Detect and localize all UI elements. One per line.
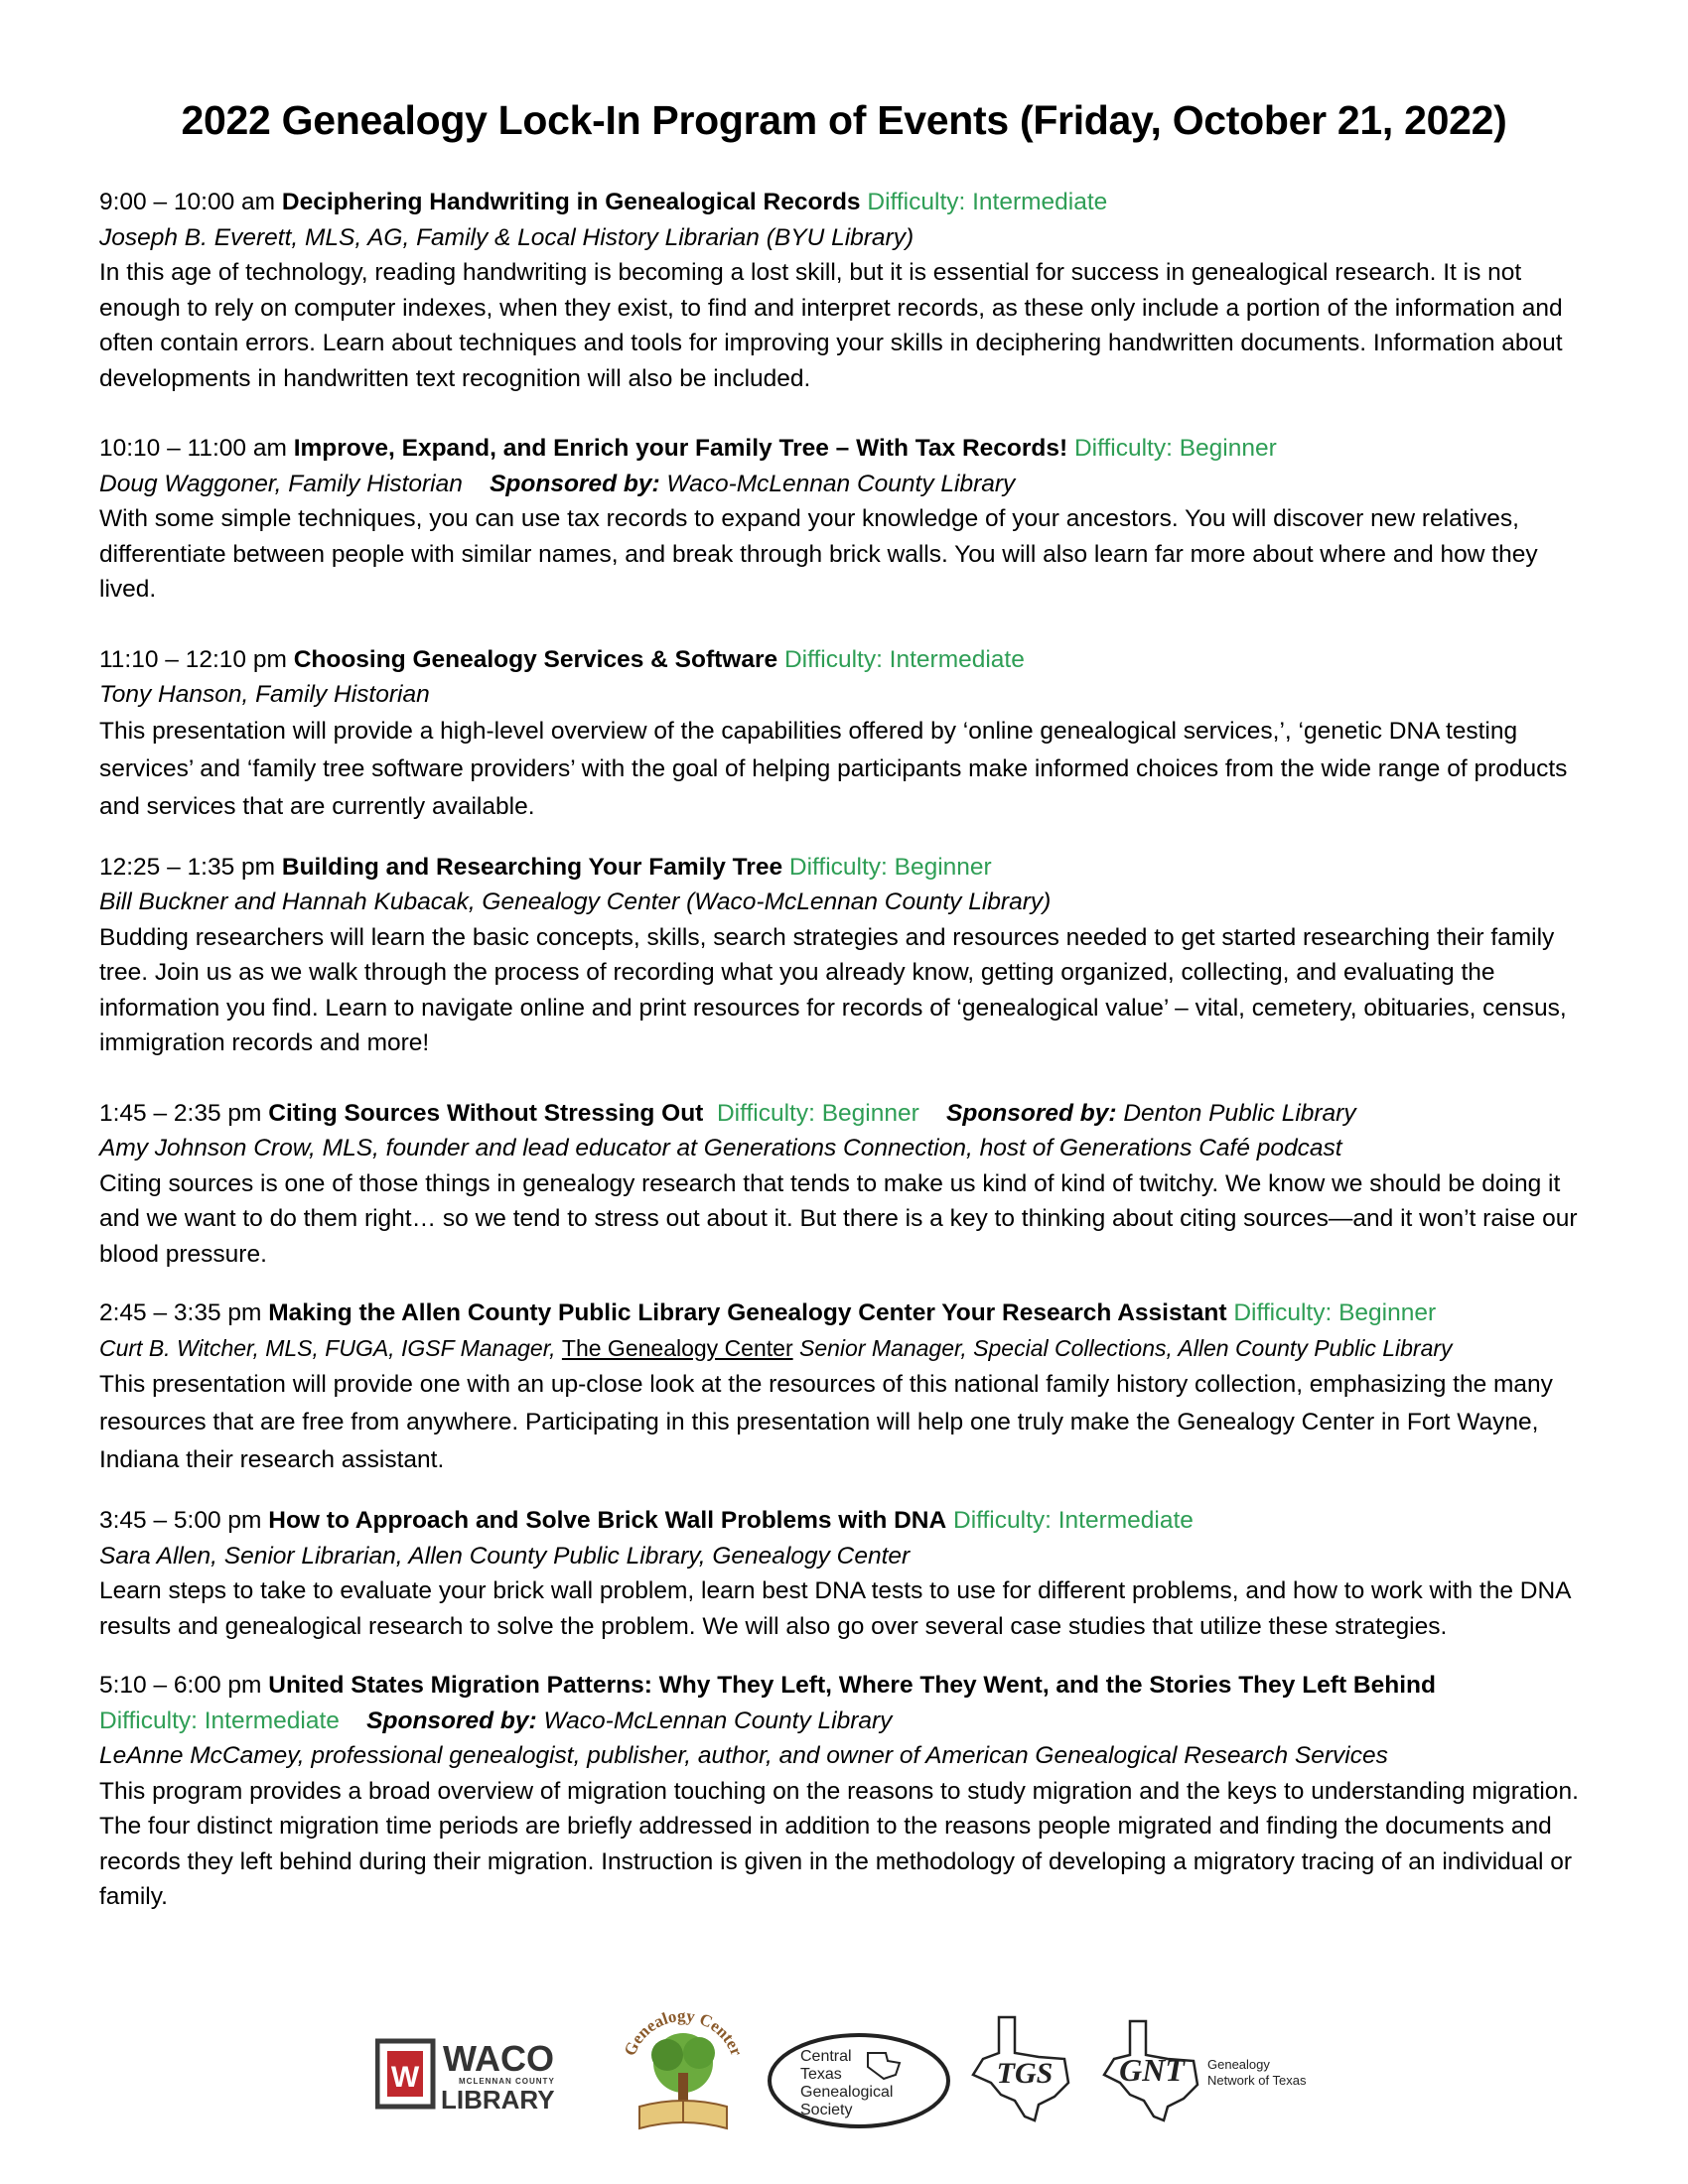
difficulty-label: Difficulty: Beginner: [788, 853, 992, 881]
session-5: [99, 1096, 1599, 1273]
difficulty-label: Difficulty: Intermediate: [99, 1706, 340, 1734]
sponsor-name: Waco-McLennan County Library: [543, 1706, 893, 1734]
difficulty-sponsor-line: [99, 1704, 1599, 1739]
session-heading: [99, 642, 1599, 678]
session-description: With some simple techniques, you can use tax records to expand your knowledge of your ancestors. You will discover new relatives, differentiate between people with similar names, and break through brick walls. You will also learn far more about where and how they lived.: [99, 505, 1538, 603]
waco-main-text: WACO: [443, 2038, 554, 2079]
session-description: This presentation will provide one with an up-close look at the resources of this national family history collection, emphasizing the many resources that are free from anywhere. Participating in this presentation will help one truly make the Genealogy Center in Fort Wayne, Indiana their research assistant.: [99, 1371, 1553, 1473]
session-title: Building and Researching Your Family Tree: [281, 853, 783, 881]
tgs-text: TGS: [996, 2057, 1054, 2090]
session-heading: [99, 850, 1599, 886]
session-description: In this age of technology, reading handwriting is becoming a lost skill, but it is essential for success in genealogical research. It is not enough to rely on computer indexes, when they exist, to find and interpret records, as these only include a portion of the information and often contain errors. Learn about techniques and tools for improving your skills in deciphering handwritten documents. Information about developments in handwritten text recognition will also be included.: [99, 259, 1563, 392]
session-time: 9:00 – 10:00 am: [99, 189, 276, 215]
waco-mark-text: W: [390, 2061, 420, 2094]
page-title: 2022 Genealogy Lock-In Program of Events (Friday, October 21, 2022): [181, 97, 1507, 143]
waco-sub-text: MCLENNAN COUNTY: [459, 2077, 555, 2086]
gnt-mark-text: GNT: [1119, 2052, 1185, 2088]
sponsored-by-label: Sponsored by:: [366, 1706, 537, 1734]
speaker-line: [99, 1331, 1599, 1367]
session-7: [99, 1503, 1599, 1644]
difficulty-label: Difficulty: Beginner: [716, 1099, 919, 1127]
genealogy-center-link[interactable]: The Genealogy Center: [561, 1334, 793, 1361]
ctgs-line-2: Texas: [800, 2066, 842, 2083]
gnt-logo: [1102, 2015, 1321, 2124]
speaker-line: LeAnne McCamey, professional genealogist, publisher, author, and owner of American Genealogical Research Services: [99, 1742, 1388, 1769]
session-heading: [99, 1668, 1599, 1704]
session-time: 12:25 – 1:35 pm: [99, 853, 276, 881]
waco-lib-text: LIBRARY: [441, 2085, 555, 2113]
ctgs-line-3: Genealogical: [800, 2084, 894, 2101]
session-time: 2:45 – 3:35 pm: [99, 1299, 262, 1326]
speaker-name: Curt B. Witcher, MLS, FUGA, IGSF Manager,: [99, 1334, 556, 1361]
session-title: United States Migration Patterns: Why They Left, Where They Went, and the Stories They Left Behind: [268, 1672, 1436, 1699]
session-heading: [99, 1096, 1599, 1132]
session-time: 3:45 – 5:00 pm: [99, 1507, 262, 1534]
speaker-role: Senior Manager, Special Collections, Allen County Public Library: [799, 1334, 1453, 1361]
program-list: [99, 185, 1599, 1950]
session-title: Deciphering Handwriting in Genealogical Records: [281, 189, 861, 215]
session-heading: [99, 431, 1599, 467]
speaker-line: [99, 467, 1599, 502]
speaker-name: Doug Waggoner, Family Historian: [99, 470, 463, 497]
session-8: [99, 1668, 1599, 1915]
session-description: This presentation will provide a high-level overview of the capabilities offered by ‘online genealogical services,’, ‘genetic DNA testing services’ and ‘family tree software providers’ with the goal of helping participants make informed choices from the wide range of products and services that are currently available.: [99, 717, 1568, 820]
session-3: [99, 642, 1599, 826]
gnt-line-2: Network of Texas: [1207, 2073, 1307, 2088]
sponsor-name: Waco-McLennan County Library: [666, 470, 1016, 497]
ctgs-oval-icon: [765, 2031, 953, 2130]
difficulty-label: Difficulty: Beginner: [1073, 435, 1277, 462]
tgs-texas-icon: [969, 2013, 1078, 2124]
session-6: [99, 1296, 1599, 1479]
difficulty-label: Difficulty: Intermediate: [953, 1507, 1194, 1534]
speaker-line: Tony Hanson, Family Historian: [99, 681, 430, 708]
sponsor-name: Denton Public Library: [1123, 1099, 1356, 1127]
session-description: This program provides a broad overview of migration touching on the reasons to study migration and the keys to understanding migration. The four distinct migration time periods are briefly addressed in addition to the reasons people migrated and finding the documents and records they left behind during their migration. Instruction is given in the methodology of developing a migratory tracing of an individual or family.: [99, 1777, 1579, 1910]
session-description: Budding researchers will learn the basic concepts, skills, search strategies and resources needed to get started researching their family tree. Join us as we walk through the process of recording what you already know, getting organized, collecting, and evaluating the information you find. Learn to navigate online and print resources for records of ‘genealogical value’ – vital, cemetery, obituaries, census, immigration records and more!: [99, 923, 1567, 1056]
difficulty-label: Difficulty: Beginner: [1233, 1299, 1437, 1326]
speaker-line: Joseph B. Everett, MLS, AG, Family & Local History Librarian (BYU Library): [99, 223, 914, 251]
ctgs-line-4: Society: [800, 2102, 853, 2118]
tree-book-icon: [620, 2003, 747, 2136]
session-2: [99, 431, 1599, 608]
session-title: Improve, Expand, and Enrich your Family Tree – With Tax Records!: [293, 435, 1068, 462]
session-description: Citing sources is one of those things in genealogy research that tends to make us kind of kind of twitchy. We know we should be doing it and we want to do them right… so we tend to stress out about it. But there is a key to thinking about citing sources—and it won’t raise our blood pressure.: [99, 1169, 1578, 1268]
difficulty-label: Difficulty: Intermediate: [783, 645, 1025, 673]
difficulty-label: Difficulty: Intermediate: [867, 189, 1108, 215]
sponsored-by-label: Sponsored by:: [490, 470, 660, 497]
session-time: 10:10 – 11:00 am: [99, 435, 287, 462]
session-heading: [99, 1296, 1599, 1331]
speaker-line: Sara Allen, Senior Librarian, Allen County Public Library, Genealogy Center: [99, 1542, 911, 1570]
session-description: Learn steps to take to evaluate your brick wall problem, learn best DNA tests to use for different problems, and how to work with the DNA results and genealogical research to solve the problem. We will also go over several case studies that utilize these strategies.: [99, 1577, 1571, 1640]
waco-library-logo: [375, 2035, 589, 2113]
genealogy-center-text: Genealogy Center: [620, 2005, 747, 2059]
waco-w-icon: [375, 2035, 589, 2113]
session-4: [99, 850, 1599, 1061]
tgs-logo: [969, 2013, 1078, 2124]
session-title: How to Approach and Solve Brick Wall Problems with DNA: [268, 1507, 947, 1534]
session-heading: [99, 1503, 1599, 1539]
speaker-line: Amy Johnson Crow, MLS, founder and lead educator at Generations Connection, host of Generations Café podcast: [99, 1135, 1342, 1161]
sponsor-logos: [0, 2003, 1688, 2142]
session-time: 11:10 – 12:10 pm: [99, 645, 287, 673]
gnt-texas-icon: [1102, 2015, 1321, 2124]
speaker-line: Bill Buckner and Hannah Kubacak, Genealogy Center (Waco-McLennan County Library): [99, 888, 1052, 915]
sponsored-by-label: Sponsored by:: [946, 1099, 1117, 1127]
session-time: 1:45 – 2:35 pm: [99, 1099, 262, 1127]
session-title: Making the Allen County Public Library Genealogy Center Your Research Assistant: [268, 1299, 1227, 1326]
session-heading: [99, 185, 1599, 220]
gnt-line-1: Genealogy: [1207, 2057, 1270, 2072]
ctgs-logo: [765, 2031, 953, 2130]
sponsor-info: [946, 1100, 1356, 1127]
session-1: [99, 185, 1599, 396]
session-title: Choosing Genealogy Services & Software: [293, 645, 778, 673]
ctgs-line-1: Central: [800, 2048, 852, 2065]
sponsor-info: [366, 1707, 892, 1734]
genealogy-center-logo: [620, 2003, 747, 2136]
session-time: 5:10 – 6:00 pm: [99, 1672, 262, 1699]
session-title: Citing Sources Without Stressing Out: [268, 1099, 704, 1127]
sponsor-info: [490, 471, 1015, 497]
